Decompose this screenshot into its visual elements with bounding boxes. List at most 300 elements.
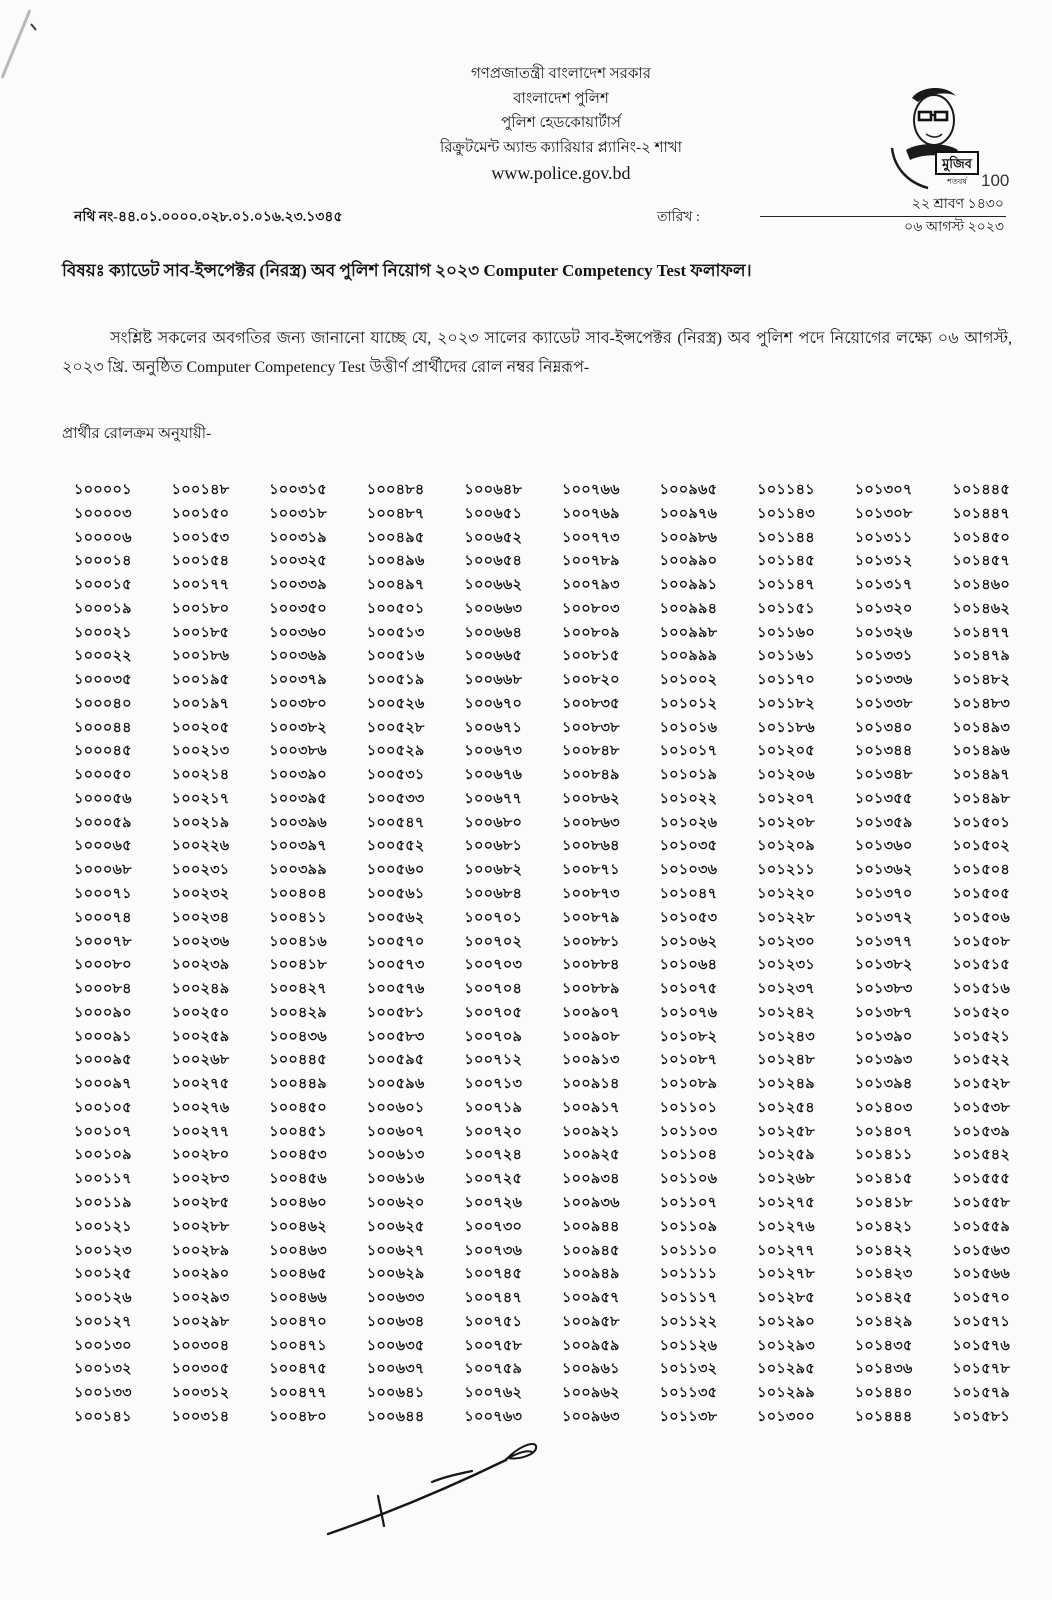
roll-number: ১০০৯৬৩: [561, 1408, 620, 1425]
roll-number: ১০০৩৮২: [269, 719, 327, 736]
date-label: তারিখ :: [657, 210, 700, 225]
roll-number: ১০০১২৭: [74, 1313, 132, 1330]
roll-number: ১০০৮২০: [561, 672, 620, 689]
roll-number: ১০০৬৪৮: [464, 482, 523, 498]
roll-number: ১০০৭৬৯: [561, 505, 620, 522]
roll-number: ১০০৫১৩: [366, 624, 425, 641]
roll-number: ১০০২৮৮: [171, 1218, 230, 1235]
roll-number: ১০০৫৯৬: [366, 1076, 425, 1093]
roll-number: ১০১১২৬: [659, 1337, 718, 1354]
roll-number: ১০১৫৭১: [952, 1313, 1011, 1330]
roll-number: ১০১৪৯৬: [952, 743, 1011, 760]
roll-number: ১০০৯৮৬: [659, 529, 718, 546]
roll-number: ১০১২০৮: [757, 814, 815, 831]
roll-number: ১০০৯৯০: [659, 553, 718, 570]
roll-number: ১০০০৫০: [74, 767, 132, 784]
roll-number: ১০০৬৭৭: [464, 790, 523, 807]
roll-number: ১০১১৪৩: [757, 505, 815, 522]
roll-number: ১০১৩০০: [757, 1408, 815, 1425]
roll-number: ১০০৪৩৬: [269, 1028, 327, 1045]
roll-number: ১০১১০৩: [659, 1123, 718, 1140]
government-name: গণপ্রজাতন্ত্রী বাংলাদেশ সরকার: [470, 66, 652, 82]
roll-number: ১০০৩০৪: [171, 1337, 230, 1354]
roll-number: ১০০৭৬৬: [561, 482, 620, 498]
roll-number: ১০০৪৭১: [269, 1337, 327, 1354]
roll-number: ১০০৪৬৬: [269, 1290, 327, 1307]
roll-number: ১০০৫৫২: [366, 838, 425, 855]
roll-number: ১০০৪৬৩: [269, 1242, 327, 1259]
roll-number: ১০১৪৪৭: [952, 505, 1011, 522]
roll-number: ১০০৩৯০: [269, 767, 327, 784]
roll-number: ১০০৯৩৪: [561, 1171, 620, 1188]
roll-number: ১০০০৪০: [74, 695, 132, 712]
roll-number: ১০১০১৬: [659, 719, 718, 736]
date-block: [760, 194, 1006, 239]
roll-number: ১০০৯৬১: [561, 1361, 620, 1378]
roll-number: ১০১৫৭৮: [952, 1361, 1011, 1378]
roll-number: ১০০১৮৬: [171, 648, 230, 665]
roll-number: ১০১১০১: [659, 1099, 718, 1116]
roll-number: ১০১৫৩৮: [952, 1099, 1011, 1116]
roll-number: ১০০২৩৬: [171, 933, 230, 950]
roll-number: ১০০৩৬০: [269, 624, 327, 641]
roll-number: ১০০৯৪৪: [561, 1218, 620, 1235]
roll-number: ১০০২৭৭: [171, 1123, 230, 1140]
roll-number: ১০১২৫৮: [757, 1123, 815, 1140]
roll-number: ১০০৪৪৫: [269, 1052, 327, 1069]
roll-number: ১০১২৪৩: [757, 1028, 815, 1045]
roll-number: ১০১৩৪৮: [854, 767, 913, 784]
roll-number: ১০১০৩৫: [659, 838, 718, 855]
roll-number: ১০০১২৬: [74, 1290, 132, 1307]
roll-number: ১০১৪২২: [854, 1242, 913, 1259]
memo-number: নথি নং-৪৪.০১.০০০০.০২৮.০১.০১৬.২৩.১৩৪৫: [74, 210, 343, 225]
roll-number: ১০০৯৩৬: [561, 1194, 620, 1211]
roll-number: ১০০৮৪৮: [561, 743, 620, 760]
roll-number: ১০০০৯১: [74, 1028, 132, 1045]
roll-number: ১০০৫২৮: [366, 719, 425, 736]
roll-number: ১০০৫৬১: [366, 886, 425, 903]
roll-number: ১০১৪১৫: [854, 1171, 913, 1188]
roll-number: ১০০৮৭১: [561, 862, 620, 879]
roll-number: ১০০১৭৭: [171, 577, 230, 594]
roll-number: ১০১০৫৩: [659, 909, 718, 926]
roll-number: ১০১৩২৬: [854, 624, 913, 641]
roll-number: ১০০৯১৪: [561, 1076, 620, 1093]
roll-number: ১০০০০৬: [74, 529, 132, 546]
roll-number: ১০০৭২০: [464, 1123, 523, 1140]
roll-number: ১০০৯২১: [561, 1123, 620, 1140]
roll-number: ১০০৮৭৩: [561, 886, 620, 903]
roll-number: ১০০৭০৯: [464, 1028, 523, 1045]
roll-number: ১০০৯৬৫: [659, 482, 718, 498]
roll-number: ১০১৪৪৪: [854, 1408, 913, 1425]
roll-number: ১০১৫৫৫: [952, 1171, 1011, 1188]
roll-number: ১০০৬৫৪: [464, 553, 523, 570]
roll-number: ১০১৩১২: [854, 553, 913, 570]
roll-number: ১০০৬২৭: [366, 1242, 425, 1259]
roll-number: ১০০৭০২: [464, 933, 523, 950]
roll-number: ১০০৭০৩: [464, 957, 523, 974]
roll-number: ১০১৪২১: [854, 1218, 913, 1235]
roll-number: ১০০৬৬৩: [464, 600, 523, 617]
roll-number: ১০১০৭৬: [659, 1004, 718, 1021]
roll-number: ১০০৩৯৯: [269, 862, 327, 879]
roll-number: ১০০১৪৮: [171, 482, 230, 498]
roll-number: ১০০৫৮৩: [366, 1028, 425, 1045]
roll-number: ১০১৪৯৩: [952, 719, 1011, 736]
roll-number: ১০১৫১৫: [952, 957, 1011, 974]
roll-number: ১০০৫৩৩: [366, 790, 425, 807]
roll-number: ১০০৪৬০: [269, 1194, 327, 1211]
roll-number: ১০১৩৩৬: [854, 672, 913, 689]
roll-number: ১০০৩৬৯: [269, 648, 327, 665]
roll-number: ১০০৯৯৪: [659, 600, 718, 617]
roll-number: ১০১২৭৭: [757, 1242, 815, 1259]
roll-number: ১০১১০৬: [659, 1171, 718, 1188]
roll-number: ১০০৪৫১: [269, 1123, 327, 1140]
roll-number: ১০০৯৯৯: [659, 648, 718, 665]
roll-number: ১০০৬৮১: [464, 838, 523, 855]
roll-number: ১০০৭১৯: [464, 1099, 523, 1116]
roll-number: ১০০১০৭: [74, 1123, 132, 1140]
roll-number: ১০১১৮৬: [757, 719, 815, 736]
roll-number: ১০১১৪১: [757, 482, 815, 498]
roll-number: ১০১৩৩১: [854, 648, 913, 665]
roll-number: ১০১০৮৯: [659, 1076, 718, 1093]
mujib-centenary-logo-icon: [884, 84, 1010, 192]
roll-number: ১০০৯৪৯: [561, 1266, 620, 1283]
roll-number: ১০০৬৩৩: [366, 1290, 425, 1307]
roll-number: ১০১৪৬০: [952, 577, 1011, 594]
roll-number: ১০১৩৯৪: [854, 1076, 913, 1093]
roll-number: ১০১৩৯৩: [854, 1052, 913, 1069]
roll-number: ১০১৪৩৬: [854, 1361, 913, 1378]
roll-number: ১০০৭২৬: [464, 1194, 523, 1211]
roll-number: ১০০৫৪৭: [366, 814, 425, 831]
roll-number: ১০১৫৭৯: [952, 1385, 1011, 1402]
roll-number: ১০১৩৫৯: [854, 814, 913, 831]
roll-number: ১০১৪১১: [854, 1147, 913, 1164]
roll-number: ১০১৪৭৯: [952, 648, 1011, 665]
roll-number: ১০০৪৭০: [269, 1313, 327, 1330]
roll-number: ১০০৮৬৩: [561, 814, 620, 831]
roll-number: ১০০৫২৯: [366, 743, 425, 760]
roll-number: ১০০৭০৪: [464, 981, 523, 998]
roll-number: ১০১৫০৮: [952, 933, 1011, 950]
roll-number: ১০১৫০৫: [952, 886, 1011, 903]
roll-number: ১০০৫২৬: [366, 695, 425, 712]
roll-number: ১০০৪১১: [269, 909, 327, 926]
roll-number: ১০০১৫৪: [171, 553, 230, 570]
roll-number: ১০১৪২৩: [854, 1266, 913, 1283]
roll-number: ১০০৯৫৯: [561, 1337, 620, 1354]
roll-number: ১০১৩৮৭: [854, 1004, 913, 1021]
roll-number: ১০০৫৬২: [366, 909, 425, 926]
roll-number: ১০১০৬২: [659, 933, 718, 950]
roll-number: ১০০২১৯: [171, 814, 230, 831]
roll-number: ১০০৫১৯: [366, 672, 425, 689]
roll-number: ১০০৩৫০: [269, 600, 327, 617]
roll-number: ১০০৮৮১: [561, 933, 620, 950]
roll-number: ১০১২৯৩: [757, 1337, 815, 1354]
roll-number: ১০১৫০১: [952, 814, 1011, 831]
roll-number: ১০১৪২৯: [854, 1313, 913, 1330]
roll-number: ১০০৬২৫: [366, 1218, 425, 1235]
roll-number: ১০০০১৯: [74, 600, 132, 617]
roll-number: ১০১১৩৮: [659, 1408, 718, 1425]
roll-number: ১০০৯১৭: [561, 1099, 620, 1116]
roll-number: ১০১৪৮৩: [952, 695, 1011, 712]
roll-number: ১০১০৬৪: [659, 957, 718, 974]
roll-number: ১০১২০৫: [757, 743, 815, 760]
roll-number: ১০০৩১৫: [269, 482, 327, 498]
roll-number: ১০১১০৯: [659, 1218, 718, 1235]
roll-number: ১০১০১৭: [659, 743, 718, 760]
roll-number: ১০১৩২০: [854, 600, 913, 617]
roll-number: ১০০৩২৫: [269, 553, 327, 570]
roll-number-table: [74, 479, 1032, 1430]
roll-number: ১০১৫৭০: [952, 1290, 1011, 1307]
roll-number: ১০১২৯৯: [757, 1385, 815, 1402]
roll-number: ১০০৬৩৭: [366, 1361, 425, 1378]
roll-number: ১০১৫২৮: [952, 1076, 1011, 1093]
roll-number: ১০০৯৬২: [561, 1385, 620, 1402]
logo-lettering-sub: শতবর্ষ: [947, 177, 967, 186]
roll-number: ১০০২৩২: [171, 886, 230, 903]
roll-number: ১০০৪৯৫: [366, 529, 425, 546]
roll-number: ১০০২৫০: [171, 1004, 230, 1021]
roll-number: ১০০৬৮৪: [464, 886, 523, 903]
roll-number: ১০১২৪৮: [757, 1052, 815, 1069]
roll-number: ১০১৩৮২: [854, 957, 913, 974]
roll-number: ১০১৪৩৫: [854, 1337, 913, 1354]
roll-number: ১০০৭৩০: [464, 1218, 523, 1235]
roll-number: ১০০৭০১: [464, 909, 523, 926]
roll-number: ১০১০০২: [659, 672, 718, 689]
roll-number: ১০০০৭৮: [74, 933, 132, 950]
roll-number: ১০১৫৬৩: [952, 1242, 1011, 1259]
roll-number: ১০১১১৭: [659, 1290, 718, 1307]
roll-number: ১০১৪৪০: [854, 1385, 913, 1402]
roll-number: ১০০০৮০: [74, 957, 132, 974]
roll-number: ১০০১৯৫: [171, 672, 230, 689]
roll-number: ১০০৩৯৭: [269, 838, 327, 855]
roll-number: ১০১২৪২: [757, 1004, 815, 1021]
roll-number: ১০০৪৮৭: [366, 505, 425, 522]
roll-number: ১০০০৫৯: [74, 814, 132, 831]
roll-number: ১০০৪২৯: [269, 1004, 327, 1021]
roll-number: ১০০৫৭০: [366, 933, 425, 950]
roll-number: ১০১২৫৯: [757, 1147, 815, 1164]
roll-number: ১০০৩৮৬: [269, 743, 327, 760]
roll-number: ১০০২৫৯: [171, 1028, 230, 1045]
branch-name: রিক্রুটমেন্ট অ্যান্ড ক্যারিয়ার প্ল্যানিং-২ শাখা: [439, 139, 683, 156]
roll-number: ১০০৩০৫: [171, 1361, 230, 1378]
list-heading: প্রার্থীর রোলক্রম অনুযায়ী-: [62, 426, 212, 442]
roll-number: ১০১১৭০: [757, 672, 815, 689]
roll-number: ১০১১৫১: [757, 600, 815, 617]
roll-number: ১০০২৩৪: [171, 909, 230, 926]
roll-number: ১০০৯৯১: [659, 577, 718, 594]
roll-number: ১০০৬৭১: [464, 719, 523, 736]
roll-number: ১০০৬২০: [366, 1194, 425, 1211]
roll-number: ১০০৬৫২: [464, 529, 523, 546]
roll-number: ১০১৪৫০: [952, 529, 1011, 546]
letterhead: [361, 62, 761, 186]
roll-number: ১০১৪০৩: [854, 1099, 913, 1116]
roll-number: ১০১৩৬০: [854, 838, 913, 855]
roll-number: ১০০৫৬০: [366, 862, 425, 879]
roll-number: ১০০৬২৯: [366, 1266, 425, 1283]
roll-number: ১০০৩১৯: [269, 529, 327, 546]
roll-number: ১০১৫৫৮: [952, 1194, 1011, 1211]
roll-number: ১০০২৭৬: [171, 1099, 230, 1116]
roll-number: ১০০৬৬৫: [464, 648, 523, 665]
roll-number: ১০১৫০৪: [952, 862, 1011, 879]
roll-number: ১০০১৪১: [74, 1408, 132, 1425]
roll-number: ১০১২৭৬: [757, 1218, 815, 1235]
roll-number: ১০০৪৭৫: [269, 1361, 327, 1378]
roll-number: ১০০৯৫৭: [561, 1290, 620, 1307]
roll-number: ১০০৬৩৪: [366, 1313, 425, 1330]
logo-lettering-main: মুজিব: [942, 156, 972, 171]
roll-number: ১০১০১২: [659, 695, 718, 712]
roll-number: ১০০০৩৫: [74, 672, 132, 689]
roll-number: ১০০৮৩৫: [561, 695, 620, 712]
roll-number: ১০০০৫৬: [74, 790, 132, 807]
roll-number: ১০০৪৫৬: [269, 1171, 327, 1188]
roll-number: ১০১৪০৭: [854, 1123, 913, 1140]
roll-number: ১০১১২২: [659, 1313, 718, 1330]
roll-number: ১০১৫২১: [952, 1028, 1011, 1045]
roll-number: ১০১৫২২: [952, 1052, 1011, 1069]
roll-number: ১০০০০১: [74, 482, 132, 498]
roll-number: ১০১৪২৫: [854, 1290, 913, 1307]
roll-number: ১০০৩৩৯: [269, 577, 327, 594]
roll-number: ১০১৩১৭: [854, 577, 913, 594]
roll-number: ১০০৫৮১: [366, 1004, 425, 1021]
roll-number: ১০০১৩৩: [74, 1385, 132, 1402]
roll-number: ১০০০১৪: [74, 553, 132, 570]
roll-number: ১০১১৮২: [757, 695, 815, 712]
roll-number: ১০০৯২৫: [561, 1147, 620, 1164]
roll-number: ১০০২৮৩: [171, 1171, 230, 1188]
roll-number: ১০১২১১: [757, 862, 815, 879]
roll-number: ১০০৮০৩: [561, 600, 620, 617]
roll-number: ১০০২১৪: [171, 767, 230, 784]
roll-number: ১০০২৯৮: [171, 1313, 230, 1330]
roll-number: ১০১৪৫৭: [952, 553, 1011, 570]
logo-lettering-number: 100: [981, 171, 1010, 190]
roll-number: ১০০০৪৫: [74, 743, 132, 760]
roll-number: ১০১৩৯০: [854, 1028, 913, 1045]
roll-number: ১০০৮৪৯: [561, 767, 620, 784]
roll-number: ১০১১৪৪: [757, 529, 815, 546]
roll-number: ১০০৭২৫: [464, 1171, 523, 1188]
roll-number: ১০১১৬১: [757, 648, 815, 665]
roll-number: ১০০৬০১: [366, 1099, 425, 1116]
roll-number: ১০০৬১৬: [366, 1171, 425, 1188]
roll-number: ১০০০৯০: [74, 1004, 132, 1021]
roll-number: ১০০২৩৯: [171, 957, 230, 974]
roll-number: ১০০১৫০: [171, 505, 230, 522]
roll-number: ১০০৮৩৮: [561, 719, 620, 736]
roll-number: ১০০২১৭: [171, 790, 230, 807]
roll-number: ১০০৫৩১: [366, 767, 425, 784]
roll-number: ১০০০৬৮: [74, 862, 132, 879]
roll-number: ১০০৮৮৪: [561, 957, 620, 974]
roll-number: ১০০৭৭৩: [561, 529, 620, 546]
body-paragraph: সংশ্লিষ্ট সকলের অবগতির জন্য জানানো যাচ্ছে যে, ২০২৩ সালের ক্যাডেট সাব-ইন্সপেক্টর (নিরস্ত্র) অব পুলিশ পদে নিয়োগের লক্ষ্যে ০৬ আগস্ট, ২০২৩ খ্রি. অনুষ্ঠিত Computer Competency Test উত্তীর্ণ প্রার্থীদের রোল নম্বর নিম্নরূপ-: [62, 330, 1012, 376]
roll-number: ১০০৪২৭: [269, 981, 327, 998]
roll-number: ১০১২৭৫: [757, 1194, 815, 1211]
roll-number: ১০১৫১৬: [952, 981, 1011, 998]
roll-number: ১০১২৭৮: [757, 1266, 815, 1283]
roll-number: ১০০১৮৫: [171, 624, 230, 641]
roll-number: ১০০৪৮৪: [366, 482, 425, 498]
roll-number: ১০০১২৫: [74, 1266, 132, 1283]
roll-number: ১০০৮১৫: [561, 648, 620, 665]
roll-number: ১০০৭৪৫: [464, 1266, 523, 1283]
roll-number: ১০১০৪৭: [659, 886, 718, 903]
roll-number: ১০০৭৮৯: [561, 553, 620, 570]
roll-number: ১০০২৪৯: [171, 981, 230, 998]
roll-number: ১০০৭২৪: [464, 1147, 523, 1164]
roll-number: ১০০০৯৭: [74, 1076, 132, 1093]
roll-number: ১০০৮০৯: [561, 624, 620, 641]
roll-number: ১০১২৬৮: [757, 1171, 815, 1188]
roll-number: ১০১২২০: [757, 886, 815, 903]
roll-number: ১০০১৩২: [74, 1361, 132, 1378]
roll-number: ১০১০৮৭: [659, 1052, 718, 1069]
roll-number: ১০০৬৪১: [366, 1385, 425, 1402]
roll-number: ১০১১৩৫: [659, 1385, 718, 1402]
roll-number: ১০০১৫৩: [171, 529, 230, 546]
roll-number: ১০০৭৩৬: [464, 1242, 523, 1259]
roll-number: ১০০৩৮০: [269, 695, 327, 712]
roll-number: ১০০১২৩: [74, 1242, 132, 1259]
roll-number: ১০০০২১: [74, 624, 132, 641]
date-bangla: ২২ শ্রাবণ ১৪৩০: [911, 197, 1004, 212]
roll-number: ১০০২৩১: [171, 862, 230, 879]
roll-number: ১০০৪৯৭: [366, 577, 425, 594]
roll-number: ১০০৭০৫: [464, 1004, 523, 1021]
roll-number: ১০০৬৫১: [464, 505, 523, 522]
roll-number: ১০১০৩৬: [659, 862, 718, 879]
subject-line: বিষয়ঃ ক্যাডেট সাব-ইন্সপেক্টর (নিরস্ত্র) অব পুলিশ নিয়োগ ২০২৩ Computer Competency Test ফলাফল।: [62, 261, 752, 280]
roll-number: ১০১৩০৮: [854, 505, 913, 522]
roll-number: ১০১৫৭৬: [952, 1337, 1011, 1354]
roll-number: ১০১০৮২: [659, 1028, 718, 1045]
roll-number: ১০১৪৪৫: [952, 482, 1011, 498]
roll-number: ১০০৬৩৫: [366, 1337, 425, 1354]
roll-number: ১০১২০৭: [757, 790, 815, 807]
roll-number: ১০১২৯৫: [757, 1361, 815, 1378]
roll-number: ১০০৭৫৮: [464, 1337, 523, 1354]
roll-number: ১০১৩৪৪: [854, 743, 913, 760]
roll-number: ১০১০৭৫: [659, 981, 718, 998]
roll-number: ১০১২৫৪: [757, 1099, 815, 1116]
roll-number: ১০১৪৬২: [952, 600, 1011, 617]
roll-number: ১০০৬৬৪: [464, 624, 523, 641]
roll-number: ১০০১৮০: [171, 600, 230, 617]
roll-number: ১০১২৩১: [757, 957, 815, 974]
roll-number: ১০১৫৩৯: [952, 1123, 1011, 1140]
roll-number: ১০০৪৪৯: [269, 1076, 327, 1093]
roll-number: ১০১৪৯৮: [952, 790, 1011, 807]
roll-number: ১০০৪৬২: [269, 1218, 327, 1235]
